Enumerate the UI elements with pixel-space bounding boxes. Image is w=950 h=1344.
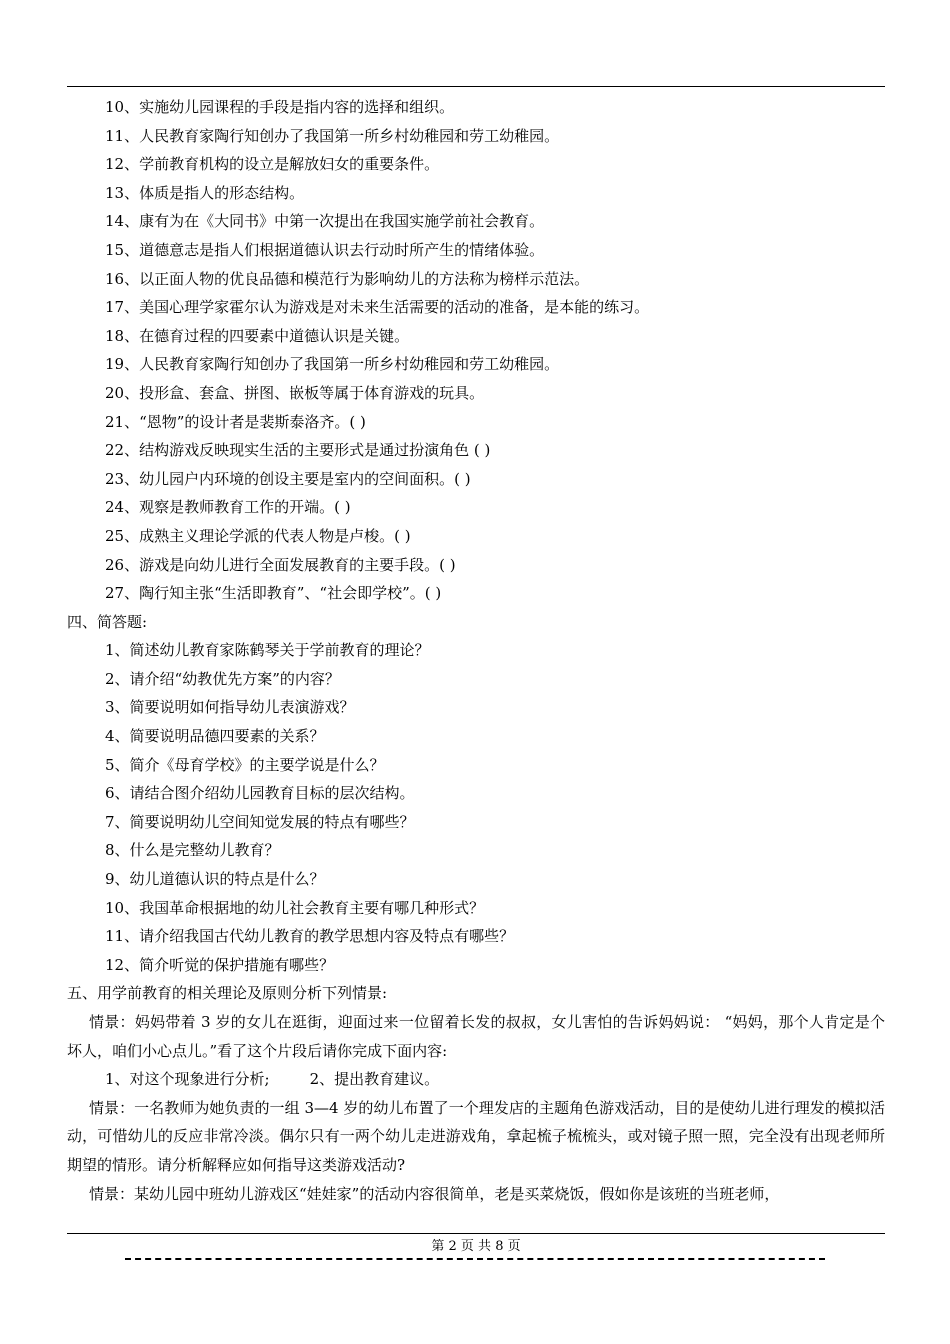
list-item: 12、简介听觉的保护措施有哪些？ xyxy=(105,955,335,974)
list-item: 14、康有为在《大同书》中第一次提出在我国实施学前社会教育。 xyxy=(105,212,545,231)
list-item: 20、投形盒、套盒、拼图、嵌板等属于体育游戏的玩具。 xyxy=(105,383,485,402)
header-rule xyxy=(67,86,885,87)
list-item: 23、幼儿园户内环境的创设主要是室内的空间面积。( ) xyxy=(105,469,471,488)
list-item: 15、道德意志是指人们根据道德认识去行动时所产生的情绪体验。 xyxy=(105,240,545,259)
footer-dashed-rule xyxy=(125,1258,825,1260)
list-item: 18、在德育过程的四要素中道德认识是关键。 xyxy=(105,326,410,345)
footer-rule xyxy=(67,1233,885,1234)
list-item: 17、美国心理学家霍尔认为游戏是对未来生活需要的活动的准备，是本能的练习。 xyxy=(105,298,650,317)
list-item: 26、游戏是向幼儿进行全面发展教育的主要手段。( ) xyxy=(105,555,456,574)
section-heading-scenario-analysis: 五、用学前教育的相关理论及原则分析下列情景: xyxy=(67,984,388,1003)
list-item: 13、体质是指人的形态结构。 xyxy=(105,183,305,202)
task-suggestion: 2、提出教育建议。 xyxy=(309,1070,440,1089)
scenario-paragraph-2: 情景：一名教师为她负责的一组 3—4 岁的幼儿布置了一个理发店的主题角色游戏活动，目的是使幼儿进行理发的模拟活动，可惜幼儿的反应非常冷淡。偶尔只有一两个幼儿走进游戏角，拿起梳子梳梳头，或对镜子照一照，完全没有出现老师所期望的情形。请分析解释应如何指导这类游戏活动? xyxy=(67,1098,885,1174)
list-item: 21、“恩物”的设计者是裴斯泰洛齐。( ) xyxy=(105,412,366,431)
list-item: 7、简要说明幼儿空间知觉发展的特点有哪些？ xyxy=(105,812,415,831)
list-item: 19、人民教育家陶行知创办了我国第一所乡村幼稚园和劳工幼稚园。 xyxy=(105,355,560,374)
list-item: 8、什么是完整幼儿教育？ xyxy=(105,841,280,860)
short-answer-list xyxy=(67,636,885,979)
list-item: 9、幼儿道德认识的特点是什么？ xyxy=(105,870,325,889)
list-item: 6、请结合图介绍幼儿园教育目标的层次结构。 xyxy=(105,784,415,803)
document-body xyxy=(67,93,885,1208)
list-item: 2、请介绍“幼教优先方案”的内容？ xyxy=(105,669,340,688)
list-item: 10、实施幼儿园课程的手段是指内容的选择和组织。 xyxy=(105,98,455,116)
list-item: 11、人民教育家陶行知创办了我国第一所乡村幼稚园和劳工幼稚园。 xyxy=(105,126,560,145)
list-item: 4、简要说明品德四要素的关系？ xyxy=(105,727,325,746)
section-heading-short-answer: 四、简答题: xyxy=(67,612,148,631)
list-item: 3、简要说明如何指导幼儿表演游戏？ xyxy=(105,698,355,717)
scenario-tasks xyxy=(67,1065,885,1094)
scenario-paragraph-3: 情景：某幼儿园中班幼儿游戏区“娃娃家”的活动内容很简单，老是买菜烧饭，假如你是该班的当班老师， xyxy=(89,1184,780,1203)
list-item: 25、成熟主义理论学派的代表人物是卢梭。( ) xyxy=(105,526,411,545)
page-number: 第 2 页 共 8 页 xyxy=(431,1239,521,1254)
scenario-paragraph-1: 情景：妈妈带着 3 岁的女儿在逛街，迎面过来一位留着长发的叔叔，女儿害怕的告诉妈妈说： “妈妈，那个人肯定是个坏人，咱们小心点儿。”看了这个片段后请你完成下面内容: xyxy=(67,1013,885,1060)
list-item: 11、请介绍我国古代幼儿教育的教学思想内容及特点有哪些？ xyxy=(105,927,515,946)
list-item: 27、陶行知主张“生活即教育”、“社会即学校”。( ) xyxy=(105,584,442,603)
list-item: 16、以正面人物的优良品德和模范行为影响幼儿的方法称为榜样示范法。 xyxy=(105,269,590,288)
task-analysis: 1、对这个现象进行分析; xyxy=(105,1070,270,1089)
list-item: 12、学前教育机构的设立是解放妇女的重要条件。 xyxy=(105,155,440,174)
list-item: 10、我国革命根据地的幼儿社会教育主要有哪几种形式？ xyxy=(105,898,485,917)
list-item: 24、观察是教师教育工作的开端。( ) xyxy=(105,498,351,517)
list-item: 5、简介《母育学校》的主要学说是什么？ xyxy=(105,755,385,774)
list-item: 22、结构游戏反映现实生活的主要形式是通过扮演角色 ( ) xyxy=(105,441,491,460)
true-false-list xyxy=(67,93,885,608)
list-item: 1、简述幼儿教育家陈鹤琴关于学前教育的理论？ xyxy=(105,641,430,660)
